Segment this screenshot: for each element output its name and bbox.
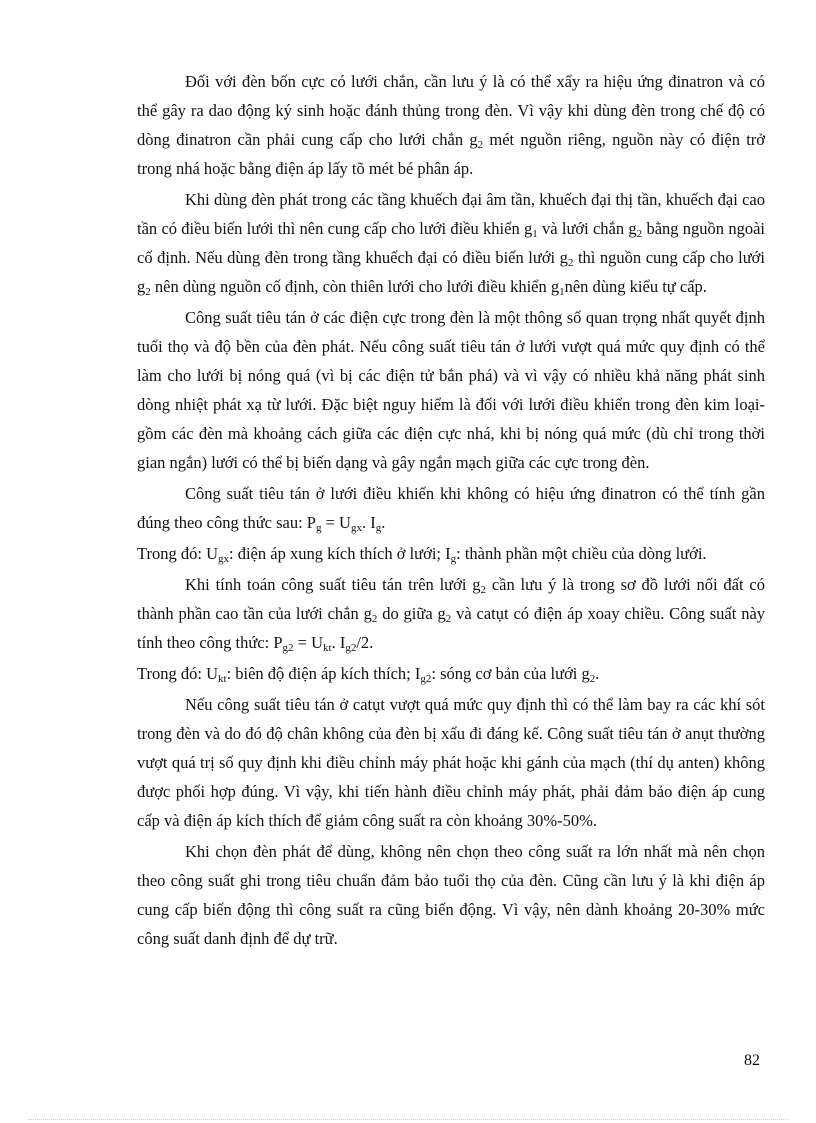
paragraph-screen-grid-power: [137, 570, 765, 657]
subscript: 2: [567, 257, 574, 269]
paragraph-text: = U: [321, 513, 351, 532]
paragraph-grid-supply: [137, 185, 765, 301]
subscript: 1: [532, 228, 538, 240]
page-number: 82: [744, 1052, 760, 1069]
paragraph-dinatron-effect: [137, 67, 765, 183]
subscript: g: [375, 522, 382, 534]
subscript: kt: [218, 673, 227, 685]
paragraph-text: và catụt có điện áp xoay chiều. Công suất này tính theo công thức: P: [137, 604, 766, 652]
paragraph-text: và lưới chắn g: [537, 219, 637, 238]
subscript: g2: [345, 642, 357, 654]
paragraph-where-2: [137, 659, 765, 688]
subscript: 2: [477, 139, 484, 151]
paragraph-text: .: [381, 513, 386, 532]
paragraph-text: nên dùng kiểu tự cấp.: [564, 277, 707, 296]
paragraph-cathode-dissipation: Nếu công suất tiêu tán ở catụt vượt quá mức quy định thì có thể làm bay ra các khí sót trong đèn và do đó độ chân không của đèn bị xấu đi đáng kể. Công suất tiêu tán ở anụt thường vượt quá trị số quy định khi điều chỉnh máy phát hoặc khi gánh của mạch (thí dụ anten) không được phối hợp đúng. Vì vậy, khi tiến hành điều chỉnh máy phát, phải đảm bảo điện áp cung cấp và điện áp kích thích để giảm công suất ra còn khoảng 30%-50%.: [137, 695, 765, 830]
paragraph-text: : điện áp xung kích thích ở lưới; I: [229, 544, 451, 563]
paragraph-text: Đối với đèn bốn cực có lưới chắn, cần lưu ý là có thể xẩy ra hiệu ứng đinatron và có thể gây ra dao động ký sinh hoặc đánh thủng trong đèn. Vì vậy khi dùng đèn trong chế độ có dòng đinatron cần phải cung cấp cho lưới chắn: [137, 72, 765, 149]
paragraph-text: Trong đó: U: [137, 544, 218, 563]
paragraph-text: thì nguồn cung cấp cho lưới g: [137, 248, 765, 296]
subscript: kt: [323, 642, 332, 654]
subscript: 2: [371, 613, 378, 625]
paragraph-text: : thành phần một chiều của dòng lưới.: [456, 544, 707, 563]
subscript: g: [315, 522, 322, 534]
paragraph-tube-selection: Khi chọn đèn phát để dùng, không nên chọn theo công suất ra lớn nhất mà nên chọn theo công suất ghi trong tiêu chuẩn đảm bảo tuổi thọ của đèn. Cũng cần lưu ý là khi điện áp cung cấp biến động thì công suất ra cũng biến động. Vì vậy, nên dành khoảng 20-30% mức công suất danh định để dự trữ.: [137, 842, 765, 948]
subscript: 2: [445, 613, 452, 625]
paragraph-text: Khi dùng đèn phát trong các tầng khuếch đại âm tần, khuếch đại thị tần, khuếch đại cao tần có điều biến lưới thì nên cung cấp cho lưới điều khiển g: [137, 190, 765, 238]
subscript: gx: [350, 522, 362, 534]
paragraph-text: Công suất tiêu tán ở lưới điều khiển khi không có hiệu ứng đinatron có thể tính gần đúng theo công thức sau: P: [137, 484, 765, 532]
paragraph-power-dissipation: Công suất tiêu tán ở các điện cực trong đèn là một thông số quan trọng nhất quyết định tuổi thọ và độ bền của đèn phát. Nếu công suất tiêu tán ở lưới vượt quá mức quy định có thể làm cho lưới bị nóng quá (vì bị các điện tử bắn phá) và vì vậy có nhiều khả năng phát sinh dòng nhiệt phát xạ từ lưới. Đặc biệt nguy hiểm là đối với lưới điều khiển trong đèn kim loại- gồm các đèn mà khoảng cách giữa các điện cực nhá, khi bị nóng quá mức (dù chỉ trong thời gian ngắn) lưới có thể bị biến dạng và gây ngắn mạch giữa các cực trong đèn.: [137, 308, 765, 472]
paragraph-text: : biên độ điện áp kích thích; I: [226, 664, 421, 683]
paragraph-text: . I: [361, 513, 376, 532]
paragraph-text: Khi tính toán công suất tiêu tán trên lưới g: [185, 575, 481, 594]
paragraph-text: /2.: [356, 633, 374, 652]
paragraph-text: do giữa g: [377, 604, 446, 623]
subscript: 2: [480, 584, 486, 596]
paragraph-where-1: [137, 539, 765, 568]
subscript: g: [450, 553, 457, 565]
subscript: 2: [636, 228, 643, 240]
paragraph-text: cần lưu ý là trong sơ đồ lưới nối đất có thành phần cao tần của lưới chắn g: [137, 575, 765, 623]
paragraph-text: mét nguồn riêng, nguồn này có điện trở trong nhá hoặc bằng điện áp lấy tõ mét bé phân áp.: [137, 130, 766, 178]
paragraph-text: Trong đó: U: [137, 664, 218, 683]
paragraph-text: .: [595, 664, 600, 683]
symbol-g: g: [469, 130, 478, 149]
subscript: gx: [218, 553, 229, 565]
paragraph-grid-power-formula: [137, 479, 765, 537]
paragraph-text: : sóng cơ bản của lưới g: [431, 664, 590, 683]
subscript: g2: [420, 673, 432, 685]
subscript: 1: [559, 286, 565, 298]
subscript: g2: [282, 642, 294, 654]
paragraph-text: . I: [331, 633, 346, 652]
footer-divider: [28, 1119, 788, 1120]
paragraph-text: = U: [293, 633, 323, 652]
subscript: 2: [145, 286, 151, 298]
body-text: [137, 67, 765, 955]
subscript: 2: [589, 673, 596, 685]
paragraph-text: nên dùng nguồn cố định, còn thiên lưới cho lưới điều khiển g: [150, 277, 560, 296]
paragraph-text: bằng nguồn ngoài cố định. Nếu dùng đèn trong tầng khuếch đại có điều biến lưới g: [137, 219, 765, 267]
